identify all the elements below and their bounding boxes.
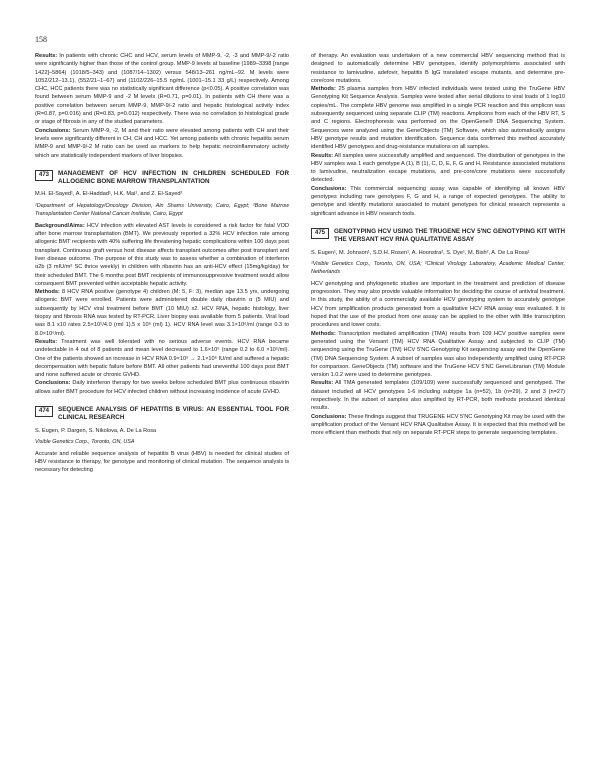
conclusions-paragraph: Conclusions: This commercial sequencing assay was capable of identifying all known HBV genotypes including rare genotypes F, G and H, a range of expected genotypes. The ability to genotype and identify mutations associated to mutant genotypes for clinical research represents a significant advance in HBV research tools. [311,185,565,217]
body-paragraph: of therapy. An evaluation was undertaken of a new commercial HBV sequencing method that is designed to automatically determine HBV genotypes, identify polymorphisms associated with resistance to lamivudine, adefovir, hepatitis B IgG translated escape mutants, and determine pre-core/core mutations. [311,53,565,84]
body-paragraph: Accurate and reliable sequence analysis of hepatitis B virus (HBV) is needed for clinical studies of HBV resistance to therapy, for genotype and monitoring of clinical mutation. The sequence analysis is necessary for detecting [35,450,289,474]
abstract-number: 474 [35,406,53,417]
abstract-number: 473 [35,170,53,181]
body-paragraph: HCV genotyping and phylogenetic studies are important in the treatment and prediction of disease progression. They may also provide valuable information for deciding the course of antiviral treatment. In this study, the ability of a commercially available HCV genotyping system to accurately genotype HCV from amplification products generated from a qualitative HCV RNA assay was evaluated. It is hoped that the use of the product from one assay can be applied to the other with little transcription procedures and lower costs. [311,280,565,329]
abstract-authors: M.H. El-Sayed¹, A. El-Haddad¹, H.K. Mai¹, and Z. El-Sayed² [35,191,183,198]
abstract-title: SEQUENCE ANALYSIS OF HEPATITIS B VIRUS: AN ESSENTIAL TOOL FOR CLINICAL RESEARCH [58,405,289,422]
left-column [35,52,289,475]
page-number: 158 [35,35,47,44]
abstract-affiliation: ¹Visible Genetics Corp., Toronto, ON, USA; ²Clinical Virology Laboratory, Academic Medical Center, Netherlands [311,260,565,275]
methods-paragraph: Methods: Transcription mediated amplification (TMA) results from 109 HCV positive samples were generated using the Versant (TM) HCV RNA Qualitative Assay and subjected to CLIP (TM) sequencing using the TruGene (TM) HCV 5'NC Genotyping Kit sequencing assay and the OpenGene (TM) DNA Sequencing System. A subset of samples was also independently amplified using RT-PCR for comparison. GeneObjects (TM) software and the TruGene HCV 5'NC GeneLibrarian (TM) Module version 1.0.2 were used to determine genotypes. [311,330,565,379]
results-paragraph: Results: In patients with chronic CHC and HCV, serum levels of MMP-9, -2, -3 and MMP-9/-2 ratio were significantly higher than those of the control group. MMP-9 levels at baseline (1989–3398 [range 1422]–5864) (1018/5–343) and (1087/14–1302) versus 548/13–261 ng/mL–92. M levels were 1052/212–13.1), (552/21–1–67) and (1102/226–15.5 ng/mL (1001–15.1 33 g/L) respectively. Among CHC, HCC patients there was no statistically significant difference (p<0.05). A positive correlation was found between serum MMP-9 and -2 M levels (R=0.71, p=0.01). In patients with CH there was a positive correlation between serum MMP-9, MMP-9/-2 ratio and hepatic histological activity index (R=0.87, p=0.016) and (R=0.83, p=0.012) respectively. There was no correlation to histological grade or stage of fibrosis in any of the studied parameters. [35,53,289,126]
abstract-title: MANAGEMENT OF HCV INFECTION IN CHILDREN SCHEDULED FOR ALLOGENIC BONE MARROW TRANSPLANTATION [58,169,289,186]
results-paragraph: Results: Treatment was well tolerated with no serious adverse events. HCV RNA became undetectable in 4 out of 8 patients and mean level decreased to 1.6×10⁵ (range 0.2 to 6.0 ×10⁵/ml). One of the patients showed an increase in HCV RNA 0.9×10⁶ → 2.1×10⁶ IU/ml and suffered a hepatic decompensation with hepatic failure before BMT. All other patients had uneventful 100 days post BMT and none suffered acute or chronic GVHD. [35,338,289,379]
background-paragraph: Background/Aims: HCV infection with elevated AST levels is considered a risk factor for fatal VOD after bone marrow transplantation (BMT). We previously reported a 32% HCV infection rate among allogenic BMT recipients with 40% suffering life threatening hepatic complications within 100 days post transplant. Continuous graft versus host disease affects transplant outcomes after post transplant and liver disease outcome. The purpose of this study was to assess whether a combination of interferon α2b (3 mIU/m² SC thrice weekly) in children with ribavirin has an anti-HCV effect (15mg/kg/day) for their scheduled BMT. The 6 months post BMT recipients of immunosuppressive treatment would allow consequent BMT prevented within acceptable hepatic activity. [35,222,289,287]
right-column [311,52,565,437]
conclusions-paragraph: Conclusions: Daily interferon therapy for two weeks before scheduled BMT plus continuous ribavirin allows safer BMT procedure for HCV infected children without increasing incidence of acute GVHD. [35,380,289,395]
abstract-authors: S. Eugen, P. Dargen, S. Nikolova, A. De La Rosa [35,427,157,434]
methods-paragraph: Methods: 25 plasma samples from HBV infected individuals were tested using the TruGene HBV Genotyping Kit Sequence Analysis. Samples were tested after serial dilutions to viral loads of 1 log10 copies/mL. The complete HBV genome was amplified in a single PCR reaction and this amplicon was subsequently sequenced using separate CLIP (TM) reactions. Amplicons from each of the HBV RT, S and C regions. Electrophoresis was performed on the OpenGene® DNA Sequencing System. Sequences were analyzed using the GeneObjects (TM) Software, which also automatically assigns HBV genotype results and mutation identification. Sequence data confirmed this method accurately identified HBV genotypes and drug-resistance mutations on all samples. [311,86,565,151]
results-paragraph: Results: All TMA generated templates (109/109) were successfully sequenced and genotyped. The dataset included all HCV genotypes 1-6 including subtype 1a (n=52), 1b (n=29), 2 and 3 (n=27) respectively. In the subset of samples also amplified by RT-PCR, both methods produced identical results. [311,380,565,412]
methods-paragraph: Methods: 8 HCV RNA positive (genotype 4) children (M: 5, F: 3), median age 13.5 yrs, undergoing allogenic BMT were enrolled. Patients were administered double daily ribavirin α (5 MIU) and subsequently by HCV viral treatment before BMT (10 MIU) x2. HCV RNA, hepatic histology, liver biopsy and fibrosis RNA was tested by RT-PCR. Liver biopsy was available from 5 patients. Viral load was 8.1 x10 rates 2.5×10⁵/4.0 (rml 1).5 x 10⁶ (ml) 1). HCV RNA level was 3.1×10⁶/ml (range 0.3 to 8.0×10⁶/ml). [35,289,289,337]
results-paragraph: Results: All samples were successfully amplified and sequenced. The distribution of genotypes in the HBV samples was 1 each genotype A (1), B (1), C, D, E, F, G and H. Resistance associated mutations to lamivudine, neutralization escape mutations, and pre-core/core mutations were successfully detected. [311,152,565,184]
abstract-474 [35,406,289,475]
abstract-affiliation: Visible Genetics Corp., Toronto, ON, USA [35,438,135,445]
abstract-authors: S. Eugen¹, M. Johnson¹, S.D.H. Rosen¹, A. Hoonstra², S. Dye¹, M. Bish², A. De La Rosa¹ [311,249,530,256]
abstract-475 [311,228,565,438]
abstract-title: GENOTYPING HCV USING THE TRUGENE HCV 5'NC GENOTYPING KIT WITH THE VERSANT HCV RNA QUALITATIVE ASSAY [334,227,565,244]
conclusions-paragraph: Conclusions: Serum MMP-9, -2, M and their ratio were elevated among patients with CH and their levels were significantly different in CH, CH and HCC. Yet among patients with chronic hepatitis serum MMP-9 and MMP-9/-2 M ratio can be used as markers to help hepatic necroinflammatory activity which are statistically independent markers of liver biopsies. [35,127,289,159]
abstract-affiliation: ¹Department of Hepatology/Oncology Division, Ain Shams University, Cairo, Egypt; ²Bone Marrow Transplantation Center National Cancer Institute, Cairo, Egypt [35,202,289,217]
abstract-number: 475 [311,228,329,239]
conclusions-paragraph: Conclusions: These findings suggest that TRUGENE HCV 5'NC Genotyping Kit may be used with the amplification product of the Versant HCV RNA Qualitative Assay. It is expected that this method will be more efficient than methods that rely on separate RT-PCR steps to generate sequencing templates. [311,413,565,437]
abstract-473 [35,170,289,396]
